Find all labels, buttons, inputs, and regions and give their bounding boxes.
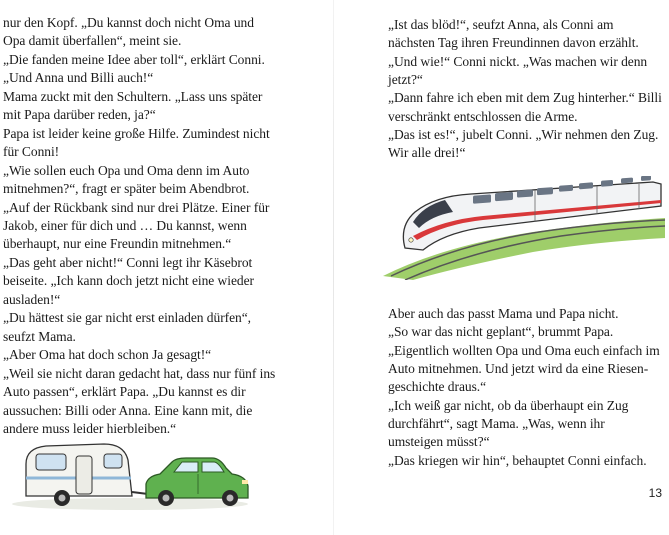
text-line: „Dann fahre ich eben mit dem Zug hinterher.“ Billi [388, 90, 662, 106]
left-page [0, 0, 334, 535]
text-line: beiseite. „Ich kann doch jetzt nicht eine wieder [3, 273, 254, 289]
text-line: „Und wie!“ Conni nickt. „Was machen wir denn [388, 53, 648, 69]
text-line: jetzt?“ [388, 72, 423, 88]
text-line: „So war das nicht geplant“, brummt Papa. [388, 324, 614, 340]
text-line: aussuchen: Billi oder Anna. Eine kann mit, die [3, 402, 253, 418]
text-line: „Das kriegen wir hin“, behauptet Conni einfach. [388, 452, 647, 468]
text-line: „Aber Oma hat doch schon Ja gesagt!“ [3, 347, 212, 363]
text-line: nur den Kopf. „Du kannst doch nicht Oma und [3, 15, 254, 30]
train-illustration [383, 176, 665, 280]
right-page-text-bottom [388, 305, 668, 470]
text-line: andere muss leider hierbleiben.“ [3, 420, 177, 436]
text-line: „Das geht aber nicht!“ Conni legt ihr Käsebrot [3, 254, 253, 270]
text-line: Auto passen“, erklärt Papa. „Du kannst es dir [3, 384, 246, 400]
caravan-car-illustration [6, 438, 254, 514]
text-line: nächsten Tag ihren Freundinnen davon erzählt. [388, 35, 639, 51]
page-number: 13 [648, 486, 662, 500]
text-line: mit Papa darüber reden, ja?“ [3, 107, 156, 123]
text-line: mitnehmen?“, fragt er später beim Abendbrot. [3, 181, 250, 197]
text-line: seufzt Mama. [3, 328, 76, 344]
text-line: umsteigen müsst?“ [388, 434, 490, 450]
text-line: „Weil sie nicht daran gedacht hat, dass nur fünf ins [3, 365, 276, 381]
text-line: „Ist das blöd!“, seufzt Anna, als Conni am [388, 17, 614, 32]
text-line: Auto mitnehmen. Und jetzt wird da eine Riesen- [388, 361, 649, 377]
text-line: „Die fanden meine Idee aber toll“, erklärt Conni. [3, 51, 265, 67]
text-line: „Und Anna und Billi auch!“ [3, 70, 154, 86]
text-line: ausladen!“ [3, 291, 61, 307]
text-line: „Eigentlich wollten Opa und Oma euch einfach im [388, 342, 660, 358]
text-line: Jakob, einer für dich und … Du kannst, wenn [3, 217, 247, 233]
text-line: überhaupt, nur eine Freundin mitnehmen.“ [3, 236, 232, 252]
text-line: verschränkt entschlossen die Arme. [388, 108, 578, 124]
text-line: „Wie sollen euch Opa und Oma denn im Auto [3, 162, 250, 178]
right-page-text-top [388, 16, 668, 163]
text-line: durchfährt“, sagt Mama. „Was, wenn ihr [388, 416, 605, 432]
text-line: „Ich weiß gar nicht, ob da überhaupt ein Zug [388, 397, 629, 413]
left-page-text [3, 14, 331, 438]
text-line: Papa ist leider keine große Hilfe. Zumindest nicht [3, 125, 270, 141]
text-line: „Du hättest sie gar nicht erst einladen dürfen“, [3, 310, 252, 326]
text-line: Mama zuckt mit den Schultern. „Lass uns später [3, 88, 263, 104]
text-line: „Das ist es!“, jubelt Conni. „Wir nehmen den Zug. [388, 127, 659, 143]
text-line: Aber auch das passt Mama und Papa nicht. [388, 306, 619, 321]
text-line: für Conni! [3, 144, 60, 160]
text-line: „Auf der Rückbank sind nur drei Plätze. Einer für [3, 199, 270, 215]
text-line: Wir alle drei!“ [388, 145, 466, 161]
text-line: geschichte draus.“ [388, 379, 487, 395]
text-line: Opa damit überfallen“, meint sie. [3, 33, 182, 49]
